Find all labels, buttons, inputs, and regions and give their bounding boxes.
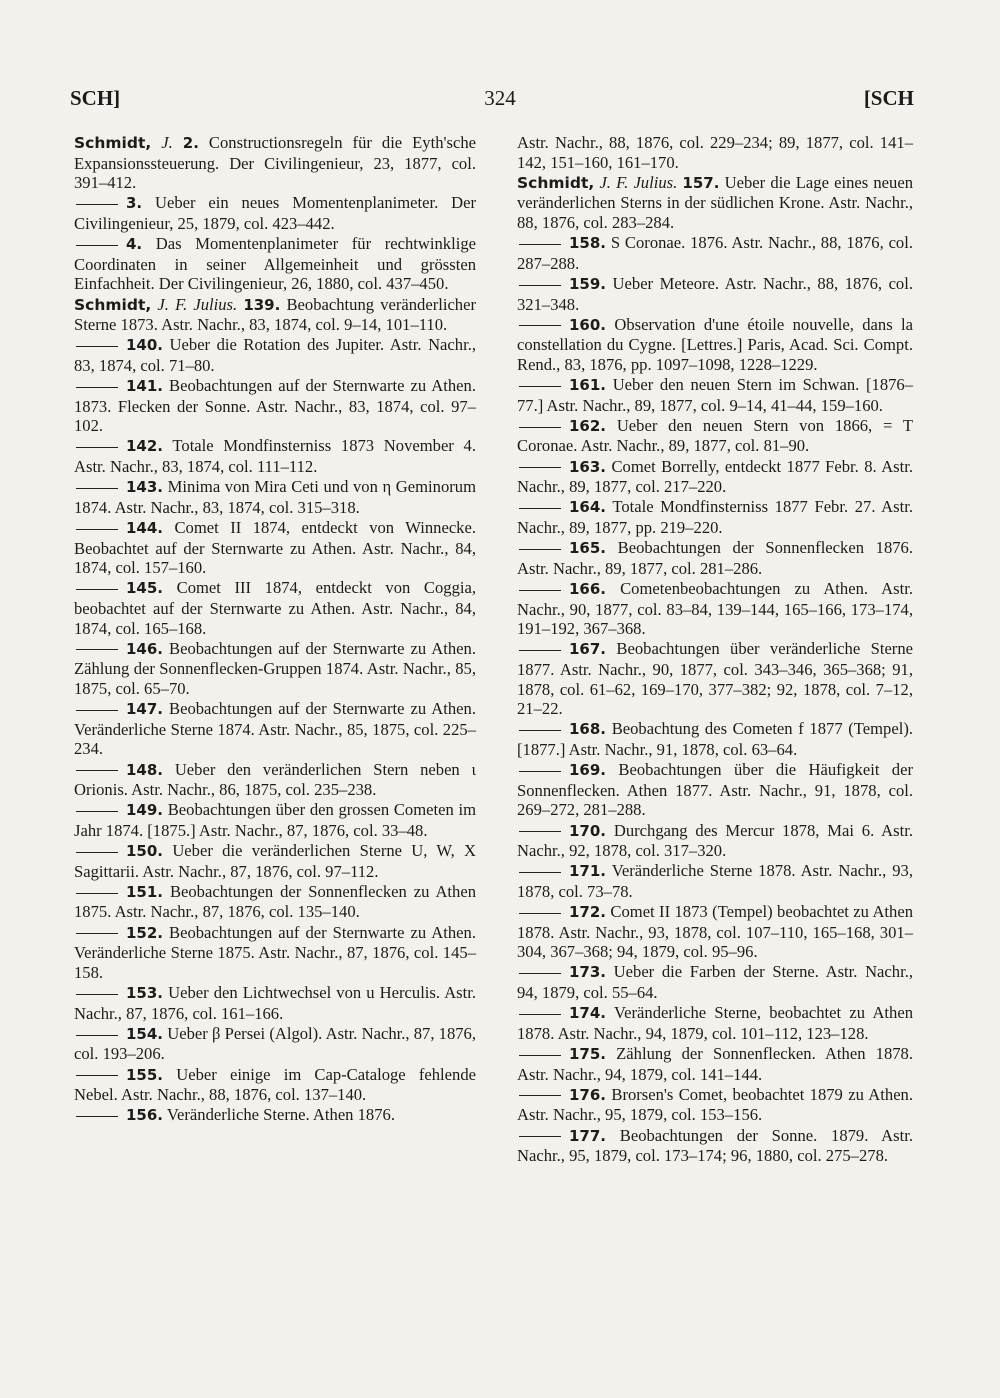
entry-text: Beobachtungen auf der Sternwarte zu Athen. Veränderliche Sterne 1875. Astr. Nachr., 87, 1876, col. 145–158.	[74, 922, 476, 982]
ditto-dash	[519, 771, 561, 772]
bibliography-entry	[74, 518, 476, 578]
ditto-dash	[519, 831, 561, 832]
entry-number: 171.	[569, 862, 607, 881]
page-number: 324	[484, 86, 516, 110]
ditto-dash	[76, 893, 118, 894]
entry-text: Beobachtungen auf der Sternwarte zu Athen. Veränderliche Sterne 1874. Astr. Nachr., 85, 1875, col. 225–234.	[74, 699, 476, 759]
entry-number: 146.	[126, 639, 164, 658]
left-column	[74, 133, 476, 1127]
bibliography-entry	[517, 133, 913, 172]
entry-text: Ueber ein neues Momentenplanimeter. Der Civilingenieur, 25, 1879, col. 423–442.	[74, 193, 477, 233]
entry-number: 166.	[569, 580, 607, 598]
bibliography-entry	[74, 699, 476, 759]
bibliography-entry	[74, 882, 476, 922]
ditto-dash	[519, 1055, 561, 1056]
entry-number: 141.	[126, 377, 164, 396]
bibliography-entry	[517, 719, 913, 759]
bibliography-entry	[517, 274, 913, 314]
entry-text: Totale Mondfinsterniss 1877 Febr. 27. Astr. Nachr., 89, 1877, pp. 219–220.	[517, 497, 913, 538]
entry-number: 143.	[126, 478, 164, 497]
bibliography-entry	[74, 1024, 476, 1064]
entry-text: Comet III 1874, entdeckt von Coggia, beobachtet auf der Sternwarte zu Athen. Astr. Nachr., 84, 1874, col. 165–168.	[74, 578, 476, 638]
entry-number: 164.	[569, 498, 607, 517]
bibliography-entry	[74, 1105, 476, 1126]
entry-number: 157.	[682, 173, 720, 192]
bibliography-entry	[74, 760, 476, 800]
bibliography-entry	[74, 578, 476, 638]
entry-number: 4.	[126, 235, 143, 254]
bibliography-entry	[517, 902, 913, 962]
bibliography-entry	[74, 477, 476, 517]
bibliography-entry	[517, 457, 913, 497]
ditto-dash	[76, 346, 118, 347]
ditto-dash	[76, 1116, 118, 1117]
entry-text: Beobachtungen auf der Sternwarte zu Athen. Zählung der Sonnenflecken-Gruppen 1874. Astr. Nachr., 85, 1875, col. 65–70.	[74, 638, 476, 698]
ditto-dash	[519, 508, 561, 509]
bibliography-entry	[74, 800, 476, 840]
ditto-dash	[76, 852, 118, 853]
entry-number: 154.	[126, 1024, 164, 1043]
header-right: [SCH	[863, 86, 914, 110]
entry-number: 160.	[569, 315, 607, 334]
bibliography-entry	[74, 983, 476, 1023]
entry-text: Ueber den neuen Stern von 1866, = T Coronae. Astr. Nachr., 89, 1877, col. 81–90.	[517, 415, 913, 456]
entry-number: 163.	[569, 457, 607, 476]
ditto-dash	[76, 770, 118, 771]
ditto-dash	[76, 710, 118, 711]
author-initials: J. F. Julius.	[599, 172, 678, 192]
bibliography-entry	[517, 1126, 913, 1166]
entry-text: Ueber die Rotation des Jupiter. Astr. Nachr., 83, 1874, col. 71–80.	[74, 335, 476, 375]
ditto-dash	[519, 325, 561, 326]
bibliography-entry	[517, 962, 913, 1002]
entry-text: Totale Mondfinsterniss 1873 November 4. Astr. Nachr., 83, 1874, col. 111–112.	[74, 436, 476, 477]
entry-text: Astr. Nachr., 88, 1876, col. 229–234; 89, 1877, col. 141–142, 151–160, 161–170.	[517, 133, 913, 172]
entry-number: 162.	[569, 416, 607, 435]
ditto-dash	[76, 245, 118, 246]
bibliography-entry	[517, 760, 913, 820]
bibliography-entry	[517, 579, 913, 639]
ditto-dash	[76, 811, 118, 812]
entry-number: 161.	[569, 376, 607, 395]
entry-text: Beobachtung des Cometen f 1877 (Tempel). [1877.] Astr. Nachr., 91, 1878, col. 63–64.	[517, 719, 914, 759]
entry-number: 142.	[126, 437, 164, 456]
entry-number: 167.	[569, 640, 607, 659]
entry-number: 168.	[569, 720, 607, 739]
entry-number: 175.	[569, 1045, 607, 1063]
entry-number: 3.	[126, 194, 143, 213]
ditto-dash	[519, 244, 561, 245]
bibliography-entry	[517, 416, 913, 456]
entry-number: 149.	[126, 801, 164, 820]
entry-text: Beobachtungen über den grossen Cometen im Jahr 1874. [1875.] Astr. Nachr., 87, 1876, col. 33–48.	[74, 800, 476, 840]
ditto-dash	[519, 973, 561, 974]
entry-number: 173.	[569, 963, 607, 982]
entry-text: Beobachtungen der Sonne. 1879. Astr. Nachr., 95, 1879, col. 173–174; 96, 1880, col. 275–278.	[517, 1125, 913, 1166]
author-name: Schmidt,	[74, 295, 152, 314]
entry-text: Beobachtung veränderlicher Sterne 1873. Astr. Nachr., 83, 1874, col. 9–14, 101–110.	[74, 294, 476, 335]
entry-number: 165.	[569, 539, 607, 558]
ditto-dash	[519, 549, 561, 550]
ditto-dash	[76, 204, 118, 205]
ditto-dash	[519, 590, 561, 591]
entry-text: Das Momentenplanimeter für rechtwinklige Coordinaten in seiner Allgemeinheit und grössten Einfachheit. Der Civilingenieur, 26, 1880, col. 437–450.	[74, 234, 476, 294]
entry-text: Ueber den neuen Stern im Schwan. [1876–77.] Astr. Nachr., 89, 1877, col. 9–14, 41–44, 159–160.	[517, 375, 914, 415]
entry-text: Ueber β Persei (Algol). Astr. Nachr., 87, 1876, col. 193–206.	[74, 1023, 476, 1064]
author-name: Schmidt,	[74, 134, 152, 152]
bibliography-entry	[74, 133, 476, 193]
ditto-dash	[519, 730, 561, 731]
ditto-dash	[519, 285, 561, 286]
ditto-dash	[76, 1075, 118, 1076]
bibliography-entry	[74, 234, 476, 294]
entry-text: Durchgang des Mercur 1878, Mai 6. Astr. Nachr., 92, 1878, col. 317–320.	[517, 820, 913, 861]
bibliography-entry	[74, 923, 476, 983]
entry-number: 172.	[569, 903, 607, 922]
ditto-dash	[76, 387, 118, 388]
entry-number: 144.	[126, 519, 164, 538]
bibliography-entry	[74, 376, 476, 436]
entry-number: 174.	[569, 1004, 607, 1023]
entry-number: 176.	[569, 1085, 607, 1104]
entry-number: 145.	[126, 579, 164, 598]
bibliography-entry	[74, 639, 476, 699]
entry-number: 151.	[126, 882, 164, 901]
ditto-dash	[76, 589, 118, 590]
entry-text: Ueber die Lage eines neuen veränderlichen Sterns in der südlichen Krone. Astr. Nachr., 88, 1876, col. 283–284.	[517, 172, 914, 232]
ditto-dash	[76, 933, 118, 934]
header-left: SCH]	[70, 86, 121, 110]
ditto-dash	[519, 1014, 561, 1015]
entry-text: Beobachtungen auf der Sternwarte zu Athen. 1873. Flecken der Sonne. Astr. Nachr., 83, 1874, col. 97–102.	[74, 376, 476, 436]
bibliography-entry	[517, 639, 913, 718]
bibliography-entry	[74, 1065, 476, 1105]
bibliography-entry	[517, 173, 913, 233]
entry-number: 158.	[569, 234, 607, 253]
bibliography-entry	[517, 1085, 913, 1125]
ditto-dash	[519, 1095, 561, 1096]
bibliography-entry	[74, 335, 476, 375]
entry-text: Ueber einige im Cap-Cataloge fehlende Nebel. Astr. Nachr., 88, 1876, col. 137–140.	[74, 1064, 476, 1105]
bibliography-entry	[74, 436, 476, 476]
ditto-dash	[519, 427, 561, 428]
entry-number: 177.	[569, 1126, 607, 1145]
entry-text: Veränderliche Sterne. Athen 1876.	[166, 1105, 395, 1125]
bibliography-entry	[517, 821, 913, 861]
entry-number: 150.	[126, 842, 164, 861]
ditto-dash	[76, 529, 118, 530]
entry-text: Ueber Meteore. Astr. Nachr., 88, 1876, col. 321–348.	[517, 273, 913, 314]
entry-number: 2.	[182, 134, 199, 152]
ditto-dash	[519, 872, 561, 873]
bibliography-entry	[517, 1003, 913, 1043]
entry-text: Comet II 1873 (Tempel) beobachtet zu Athen 1878. Astr. Nachr., 93, 1878, col. 107–110, 165–168, 301–304, 367–368; 94, 1879, col. 95–96.	[517, 902, 913, 962]
entry-text: Ueber den veränderlichen Stern neben ι Orionis. Astr. Nachr., 86, 1875, col. 235–238.	[74, 759, 476, 800]
bibliography-entry	[517, 233, 913, 273]
entry-text: Veränderliche Sterne, beobachtet zu Athen 1878. Astr. Nachr., 94, 1879, col. 101–112, 123–128.	[517, 1003, 913, 1043]
running-header	[0, 86, 1000, 120]
ditto-dash	[519, 650, 561, 651]
entry-number: 148.	[126, 760, 164, 779]
entry-text: Cometenbeobachtungen zu Athen. Astr. Nachr., 90, 1877, col. 83–84, 139–144, 165–166, 173–174, 191–192, 367–368.	[517, 579, 913, 639]
entry-number: 155.	[126, 1065, 164, 1084]
ditto-dash	[519, 1136, 561, 1137]
entry-text: Beobachtungen über die Häufigkeit der Sonnenflecken. Athen 1877. Astr. Nachr., 91, 1878, col. 269–272, 281–288.	[517, 760, 913, 820]
ditto-dash	[76, 994, 118, 995]
entry-text: Ueber den Lichtwechsel von u Herculis. Astr. Nachr., 87, 1876, col. 161–166.	[74, 983, 476, 1023]
ditto-dash	[519, 467, 561, 468]
entry-text: Brorsen's Comet, beobachtet 1879 zu Athen. Astr. Nachr., 95, 1879, col. 153–156.	[517, 1084, 914, 1125]
entry-text: Constructionsregeln für die Eyth'sche Expansionssteuerung. Der Civilingenieur, 23, 1877, col. 391–412.	[74, 133, 476, 193]
entry-number: 159.	[569, 274, 607, 293]
entry-text: Zählung der Sonnenflecken. Athen 1878. Astr. Nachr., 94, 1879, col. 141–144.	[517, 1044, 913, 1084]
author-initials: J. F. Julius.	[157, 294, 238, 314]
entry-text: Observation d'une étoile nouvelle, dans la constellation du Cygne. [Lettres.] Paris, Acad. Sci. Compt. Rend., 83, 1876, pp. 1097–1098, 1228–1229.	[517, 314, 913, 374]
entry-text: Beobachtungen der Sonnenflecken 1876. Astr. Nachr., 89, 1877, col. 281–286.	[517, 538, 913, 578]
ditto-dash	[76, 447, 118, 448]
entry-text: Comet II 1874, entdeckt von Winnecke. Beobachtet auf der Sternwarte zu Athen. Astr. Nachr., 84, 1874, col. 157–160.	[74, 518, 476, 578]
entry-number: 156.	[126, 1106, 164, 1125]
bibliography-entry	[74, 841, 476, 881]
bibliography-entry	[517, 1044, 913, 1084]
bibliography-entry	[517, 375, 913, 415]
entry-number: 139.	[243, 295, 281, 314]
entry-text: Beobachtungen über veränderliche Sterne 1877. Astr. Nachr., 90, 1877, col. 343–346, 365–368; 91, 1878, col. 61–62, 169–170, 377–382; 92, 1878, col. 7–12, 21–22.	[517, 639, 913, 719]
author-initials: J.	[161, 133, 173, 152]
ditto-dash	[519, 913, 561, 914]
entry-number: 170.	[569, 821, 607, 840]
bibliography-entry	[517, 315, 913, 375]
entry-number: 140.	[126, 336, 164, 355]
entry-text: Ueber die veränderlichen Sterne U, W, X Sagittarii. Astr. Nachr., 87, 1876, col. 97–112.	[74, 841, 477, 881]
author-name: Schmidt,	[517, 173, 595, 192]
bibliography-entry	[517, 497, 913, 537]
entry-text: Ueber die Farben der Sterne. Astr. Nachr., 94, 1879, col. 55–64.	[517, 962, 913, 1003]
entry-number: 152.	[126, 923, 164, 942]
entry-text: Comet Borrelly, entdeckt 1877 Febr. 8. Astr. Nachr., 89, 1877, col. 217–220.	[517, 456, 914, 497]
entry-number: 169.	[569, 761, 607, 780]
entry-text: S Coronae. 1876. Astr. Nachr., 88, 1876, col. 287–288.	[517, 233, 913, 273]
entry-number: 147.	[126, 700, 164, 719]
ditto-dash	[76, 1035, 118, 1036]
bibliography-entry	[517, 861, 913, 901]
entry-text: Minima von Mira Ceti und von η Geminorum 1874. Astr. Nachr., 83, 1874, col. 315–318.	[74, 477, 476, 517]
bibliography-entry	[74, 193, 476, 233]
entry-text: Beobachtungen der Sonnenflecken zu Athen 1875. Astr. Nachr., 87, 1876, col. 135–140.	[74, 881, 476, 922]
entry-number: 153.	[126, 984, 164, 1003]
bibliography-entry	[74, 295, 476, 335]
ditto-dash	[519, 386, 561, 387]
bibliography-entry	[517, 538, 913, 578]
entry-text: Veränderliche Sterne 1878. Astr. Nachr., 93, 1878, col. 73–78.	[517, 861, 913, 901]
ditto-dash	[76, 649, 118, 650]
right-column	[517, 133, 913, 1166]
ditto-dash	[76, 488, 118, 489]
